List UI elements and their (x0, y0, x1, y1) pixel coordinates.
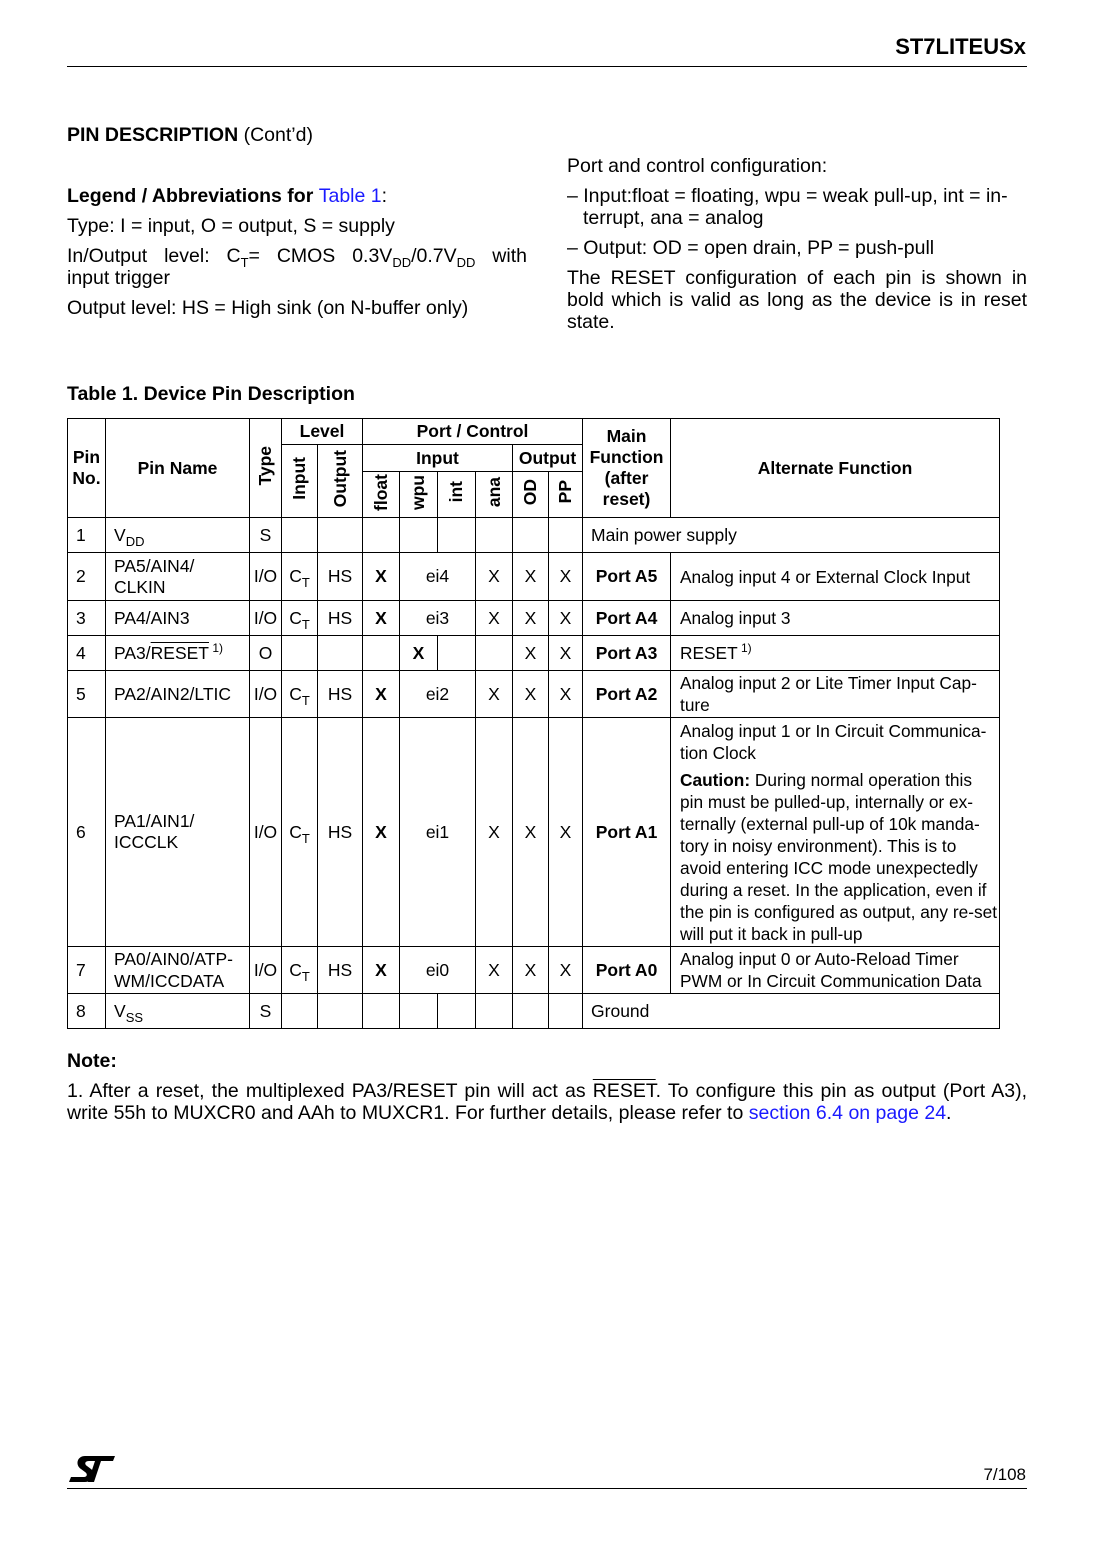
output-level: HS (318, 718, 363, 947)
alternate-function-text: Analog input 1 or In Circuit Communica-tion Clock (680, 720, 987, 763)
header-pin-name: Pin Name (106, 419, 250, 518)
alternate-function: Analog input 4 or External Clock Input (671, 553, 1000, 601)
pp-cell: X (549, 718, 583, 947)
section-6-4-link[interactable]: section 6.4 on page 24 (748, 1102, 947, 1124)
ana-cell: X (476, 718, 513, 947)
output-level: HS (318, 671, 363, 718)
header-level-output: Output (318, 445, 363, 518)
header-od: OD (513, 472, 549, 518)
legend-type: Type: I = input, O = output, S = supply (67, 215, 395, 237)
page-number: 7/108 (983, 1465, 1026, 1484)
pin-no: 8 (68, 994, 106, 1029)
main-function: Port A0 (583, 947, 671, 994)
table-caption: Table 1. Device Pin Description (67, 383, 355, 405)
header-int: int (438, 472, 476, 518)
input-level: $C_T$ (282, 718, 318, 947)
ana-cell: X (476, 553, 513, 601)
pin-type: S (250, 518, 282, 553)
int-cell: ei0 (400, 947, 476, 994)
pin-type: I/O (250, 601, 282, 636)
float-cell: X (363, 601, 400, 636)
header-rule (67, 66, 1027, 67)
input-level: $C_T$ (282, 671, 318, 718)
alternate-function (671, 718, 1000, 947)
table-row (68, 671, 1000, 718)
output-level: HS (318, 553, 363, 601)
note-text: 1. After a reset, the multiplexed PA3/RESET pin will act as RESET. To configure this pin as output (Port A3), write 55h to MUXCR0 and AAh to MUXCR1. For further details, please refer to section 6.4 on page 24. (67, 1080, 1028, 1124)
pin-type: I/O (250, 718, 282, 947)
main-function: Port A2 (583, 671, 671, 718)
input-level: $C_T$ (282, 947, 318, 994)
main-function: Port A4 (583, 601, 671, 636)
pin-no: 7 (68, 947, 106, 994)
pin-name: PA0/AIN0/ATP-WM/ICCDATA (106, 947, 250, 994)
pp-cell: X (549, 553, 583, 601)
pin-no: 5 (68, 671, 106, 718)
ana-cell: X (476, 601, 513, 636)
pin-no: 6 (68, 718, 106, 947)
pin-no: 4 (68, 636, 106, 671)
alternate-function: Analog input 0 or Auto-Reload Timer PWM or In Circuit Communication Data (671, 947, 1000, 994)
od-cell: X (513, 671, 549, 718)
header-level-input: Input (282, 445, 318, 518)
pp-cell: X (549, 636, 583, 671)
alternate-function: Ground (583, 994, 1000, 1029)
float-cell: X (363, 671, 400, 718)
pin-no: 3 (68, 601, 106, 636)
header-port-control: Port / Control (363, 419, 583, 445)
header-main-function: Main Function (after reset) (583, 419, 671, 518)
header-pp: PP (549, 472, 583, 518)
input-level: $C_T$ (282, 601, 318, 636)
pp-cell: X (549, 671, 583, 718)
pin-type: O (250, 636, 282, 671)
table-row (68, 601, 1000, 636)
float-cell: X (363, 947, 400, 994)
pin-name: PA1/AIN1/ ICCCLK (106, 718, 250, 947)
pp-cell: X (549, 601, 583, 636)
port-config-input: – Input:float = floating, wpu = weak pull-up, int = in- (567, 185, 1008, 207)
section-title (67, 124, 313, 146)
int-cell: ei1 (400, 718, 476, 947)
main-function: Port A1 (583, 718, 671, 947)
pin-type: I/O (250, 947, 282, 994)
pin-type: S (250, 994, 282, 1029)
int-cell: ei3 (400, 601, 476, 636)
pin-no: 2 (68, 553, 106, 601)
header-wpu: wpu (400, 472, 438, 518)
legend-io-level-cont: input trigger (67, 267, 170, 289)
port-config-input-cont: terrupt, ana = analog (583, 207, 764, 229)
pin-name: $V_{SS}$ (106, 994, 250, 1029)
alternate-function: Analog input 3 (671, 601, 1000, 636)
header-pin-no: Pin No. (68, 419, 106, 518)
pp-cell: X (549, 947, 583, 994)
port-config-output: – Output: OD = open drain, PP = push-pull (567, 237, 935, 259)
pin-name: $V_{DD}$ (106, 518, 250, 553)
pin-description-table (67, 418, 1000, 1029)
int-cell: ei4 (400, 553, 476, 601)
port-config-block (567, 155, 1027, 333)
od-cell: X (513, 636, 549, 671)
header-pc-input: Input (363, 445, 513, 472)
wpu-cell: X (400, 636, 438, 671)
table-row (68, 994, 1000, 1029)
pin-type: I/O (250, 671, 282, 718)
header-type: Type (250, 419, 282, 518)
main-function: Port A5 (583, 553, 671, 601)
output-level: HS (318, 947, 363, 994)
table-row (68, 636, 1000, 671)
header-ana: ana (476, 472, 513, 518)
section-title-rest: (Cont’d) (238, 124, 313, 146)
main-function: Port A3 (583, 636, 671, 671)
pin-name: PA4/AIN3 (106, 601, 250, 636)
header-pc-output: Output (513, 445, 583, 472)
port-config-heading: Port and control configuration: (567, 155, 828, 177)
header-level: Level (282, 419, 363, 445)
pin-name: PA2/AIN2/LTIC (106, 671, 250, 718)
alternate-function: Main power supply (583, 518, 1000, 553)
legend-output-level: Output level: HS = High sink (on N-buffer only) (67, 297, 469, 319)
pin-name: PA5/AIN4/ CLKIN (106, 553, 250, 601)
header-float: float (363, 472, 400, 518)
legend-heading: Legend / Abbreviations for Table 1: (67, 185, 388, 207)
table-row (68, 518, 1000, 553)
pin-name: PA3/RESET $^{1)}$ (106, 636, 250, 671)
note-heading: Note: (67, 1050, 117, 1072)
port-config-reset-note: The RESET configuration of each pin is shown in bold which is valid as long as the device is in reset state. (567, 267, 1027, 333)
float-cell: X (363, 718, 400, 947)
legend-io-level: In/Output level: $C_T=$ CMOS $0.3V_{DD}/0.7V_{DD}$ with (67, 245, 527, 270)
table-row (68, 553, 1000, 601)
od-cell: X (513, 718, 549, 947)
od-cell: X (513, 947, 549, 994)
ana-cell: X (476, 947, 513, 994)
pin-no: 1 (68, 518, 106, 553)
ana-cell: X (476, 671, 513, 718)
float-cell: X (363, 553, 400, 601)
od-cell: X (513, 553, 549, 601)
table-header-row (68, 419, 1000, 445)
od-cell: X (513, 601, 549, 636)
table-row (68, 947, 1000, 994)
caution-note: Caution: During normal operation this pin must be pulled-up, internally or ex-ternally (external pull-up of 10k manda-tory in noisy environment). This is to avoid entering ICC mode unexpectedly during a reset. In the application, even if the pin is configured as output, any re-set will put it back in pull-up (680, 769, 998, 944)
pin-type: I/O (250, 553, 282, 601)
alternate-function: RESET $^{1)}$ (671, 636, 1000, 671)
table-1-link[interactable]: Table 1 (318, 185, 382, 207)
output-level: HS (318, 601, 363, 636)
int-cell: ei2 (400, 671, 476, 718)
input-level: $C_T$ (282, 553, 318, 601)
legend-block (67, 185, 527, 319)
alternate-function: Analog input 2 or Lite Timer Input Cap-ture (671, 671, 1000, 718)
table-row (68, 718, 1000, 947)
section-title-bold: PIN DESCRIPTION (67, 124, 239, 146)
footer-rule (67, 1488, 1027, 1489)
st-logo-icon (67, 1452, 117, 1486)
header-alternate-function: Alternate Function (671, 419, 1000, 518)
document-title: ST7LITEUSx (895, 34, 1026, 59)
